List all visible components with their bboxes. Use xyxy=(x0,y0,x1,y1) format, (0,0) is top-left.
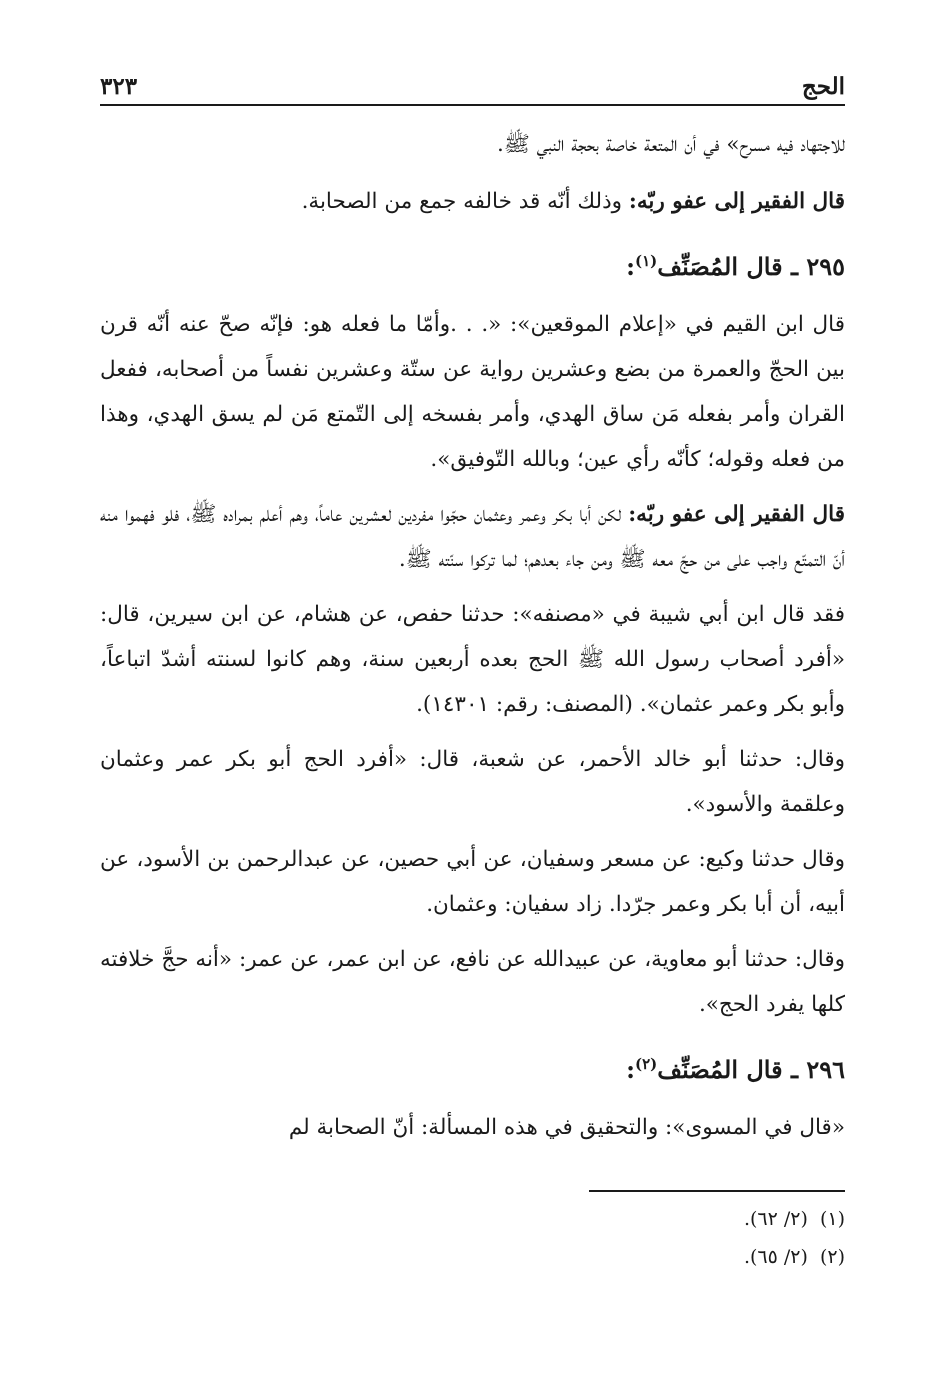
footnote xyxy=(445,1200,845,1238)
paragraph-lead: قال الفقير إلى عفو ربّه: xyxy=(628,502,845,527)
paragraph xyxy=(100,302,845,482)
page-number: ٣٢٣ xyxy=(100,73,138,100)
paragraph xyxy=(100,122,845,167)
paragraph xyxy=(100,1105,845,1150)
paragraph-text: وقال حدثنا وكيع: عن مسعر وسفيان، عن أبي حصين، عن عبدالرحمن بن الأسود، عن أبيه، أن أبا بكر وعمر جرّدا. زاد سفيان: وعثمان. xyxy=(100,847,845,917)
footnote xyxy=(445,1238,845,1276)
section-heading-296 xyxy=(100,1041,845,1093)
chapter-title: الحج xyxy=(801,73,845,100)
paragraph xyxy=(100,937,845,1027)
paragraph xyxy=(100,179,845,224)
paragraph xyxy=(100,837,845,927)
footnote-text: (٢/ ٦٢). xyxy=(743,1208,808,1230)
footnote-rule xyxy=(589,1190,845,1192)
running-header xyxy=(100,66,845,100)
footnote-number: (٢) xyxy=(819,1246,845,1268)
paragraph-text: فقد قال ابن أبي شيبة في «مصنفه»: حدثنا حفص، عن هشام، عن ابن سيرين، قال: «أفرد أصحاب رسول الله ﷺ الحج بعده أربعين سنة، وهم كانوا لسنته أشدّ اتباعاً، وأبو بكر وعمر عثمان». (المصنف: رقم: ١٤٣٠١). xyxy=(100,602,845,717)
paragraph-text: وذلك أنّه قد خالفه جمع من الصحابة. xyxy=(301,189,629,214)
paragraph-text: وقال: حدثنا أبو معاوية، عن عبيدالله عن نافع، عن ابن عمر، عن عمر: «أنه حجَّ خلافته كلها يفرد الحج». xyxy=(100,947,845,1017)
footnote-ref[interactable]: (١) xyxy=(634,252,658,270)
paragraph xyxy=(100,592,845,727)
footnote-text: (٢/ ٦٥). xyxy=(743,1246,808,1268)
paragraph-text: لكن أبا بكر وعمر وعثمان حجّوا مفردين لعشرين عاماً، وهم أعلم بمراده ﷺ، فلو فهموا منه أنّ التمتّع واجب على من حجّ معه ﷺ ومن جاء بعدهم؛ لما تركوا سنّته ﷺ. xyxy=(100,502,845,572)
paragraph xyxy=(100,737,845,827)
section-heading-295 xyxy=(100,238,845,290)
paragraph-text: «قال في المسوى»: والتحقيق في هذه المسألة: أنّ الصحابة لم xyxy=(288,1115,845,1140)
paragraph xyxy=(100,492,845,582)
paragraph-lead: قال الفقير إلى عفو ربّه: xyxy=(628,189,845,214)
section-heading-colon: : xyxy=(626,1055,635,1084)
main-text xyxy=(100,122,845,1160)
footnote-ref[interactable]: (٢) xyxy=(634,1055,658,1073)
paragraph-text: للاجتهاد فيه مسرح» في أن المتعة خاصة بحجة النبي ﷺ. xyxy=(497,132,845,157)
section-heading-text: ٢٩٥ ـ قال المُصَنِّف xyxy=(657,252,845,281)
footnotes xyxy=(445,1200,845,1276)
paragraph-text: وقال: حدثنا أبو خالد الأحمر، عن شعبة، قال: «أفرد الحج أبو بكر عمر وعثمان وعلقمة والأسود». xyxy=(100,747,845,817)
section-heading-colon: : xyxy=(626,252,635,281)
paragraph-text: قال ابن القيم في «إعلام الموقعين»: «. . .وأمّا ما فعله هو: فإنّه صحّ عنه أنّه قرن بين الحجّ والعمرة من بضع وعشرين رواية عن ستّة وعشرين نفساً من أصحابه، ففعل القران وأمر بفعله مَن ساق الهدي، وأمر بفسخه إلى التّمتع مَن لم يسق الهدي، وهذا من فعله وقوله؛ كأنّه رأي عين؛ وبالله التّوفيق». xyxy=(100,312,845,472)
header-rule xyxy=(100,104,845,106)
section-heading-text: ٢٩٦ ـ قال المُصَنِّف xyxy=(657,1055,845,1084)
footnote-number: (١) xyxy=(819,1208,845,1230)
